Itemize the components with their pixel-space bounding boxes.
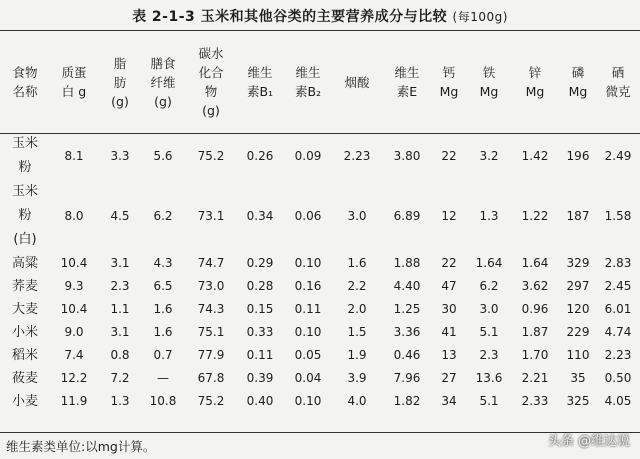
column-header-line: 化合 [198, 65, 224, 80]
value-cell: 2.83 [604, 256, 632, 270]
value-cell: 0.50 [604, 371, 632, 385]
value-cell: 6.2 [479, 279, 499, 293]
food-name-line: 大麦 [11, 302, 38, 317]
value-cell: 1.88 [393, 256, 421, 270]
value-cell: 34 [441, 394, 457, 408]
value-cell: 0.11 [246, 348, 274, 362]
column-header-line: 白 g [61, 84, 87, 99]
food-name-cell [2, 180, 48, 252]
value-cell: 2.3 [110, 279, 130, 293]
value-cell: 47 [441, 279, 457, 293]
value-cell: 4.5 [110, 208, 130, 223]
column-header [2, 32, 48, 132]
food-name-line: 高粱 [11, 256, 38, 271]
table-row [2, 298, 638, 321]
column-header-line: 肪 [113, 74, 127, 90]
column-header-line: Mg [479, 84, 499, 99]
column-header-line: 纤维 [150, 74, 176, 90]
value-cell: 2.33 [521, 394, 549, 408]
value-cell: 8.1 [64, 148, 84, 163]
nutrition-table [2, 32, 638, 413]
value-cell: 5.1 [479, 325, 499, 339]
value-cell: 0.16 [294, 279, 322, 293]
value-cell: 41 [441, 325, 457, 339]
value-cell: 3.3 [110, 148, 130, 163]
table-body [2, 132, 638, 413]
value-cell: 187 [566, 208, 590, 223]
value-cell: 2.0 [347, 302, 367, 316]
column-header-line: 素E [396, 84, 418, 99]
column-header-line: Mg [439, 84, 459, 99]
column-header [186, 32, 236, 132]
value-cell: 67.8 [197, 371, 225, 385]
column-header-line: 微克 [605, 84, 631, 99]
value-cell: 1.70 [521, 348, 549, 362]
value-cell: 1.3 [479, 208, 499, 223]
value-cell: 2.2 [347, 279, 367, 293]
food-name-line: 小米 [11, 325, 38, 340]
value-cell: 4.40 [393, 279, 421, 293]
value-cell: 0.8 [110, 348, 130, 362]
value-cell: 6.89 [393, 208, 421, 223]
value-cell: 11.9 [60, 394, 88, 408]
value-cell: 0.04 [294, 371, 322, 385]
top-rule [0, 30, 640, 31]
column-header-line: 维生 [394, 65, 420, 80]
value-cell: 0.46 [393, 348, 421, 362]
value-cell: 1.22 [521, 208, 549, 223]
value-cell: 325 [566, 394, 590, 408]
value-cell: 74.3 [197, 302, 225, 316]
table-row [2, 132, 638, 180]
table-row [2, 390, 638, 413]
value-cell: 1.87 [521, 325, 549, 339]
column-header-line: (g) [111, 93, 129, 109]
food-name-cell [2, 275, 48, 298]
value-cell: 7.2 [110, 371, 130, 385]
column-header [432, 32, 466, 132]
value-cell: 2.21 [521, 371, 549, 385]
value-cell: 1.58 [604, 208, 632, 223]
value-cell: 0.96 [521, 302, 549, 316]
column-header [598, 32, 638, 132]
column-header-line: 素B₁ [246, 84, 274, 99]
column-header-line: 锌 [528, 65, 542, 80]
value-cell: 0.26 [246, 148, 274, 163]
value-cell: 6.01 [604, 302, 632, 316]
value-cell: 0.10 [294, 256, 322, 270]
value-cell: 74.7 [197, 256, 225, 270]
value-cell: 75.2 [197, 394, 225, 408]
column-header [512, 32, 558, 132]
value-cell: — [157, 371, 169, 385]
value-cell: 7.96 [393, 371, 421, 385]
column-header-line: (g) [154, 93, 172, 109]
value-cell: 1.82 [393, 394, 421, 408]
column-header-line: (g) [202, 103, 220, 118]
value-cell: 13.6 [475, 371, 503, 385]
table-title [0, 6, 640, 26]
value-cell: 5.6 [153, 148, 173, 163]
value-cell: 9.3 [64, 279, 84, 293]
column-header-line: 质蛋 [61, 65, 87, 80]
value-cell: 110 [566, 348, 590, 362]
value-cell: 0.10 [294, 325, 322, 339]
value-cell: 3.80 [393, 148, 421, 163]
value-cell: 0.39 [246, 371, 274, 385]
value-cell: 0.09 [294, 148, 322, 163]
food-name-cell [2, 298, 48, 321]
column-header [48, 32, 100, 132]
food-name-line: (白) [13, 232, 37, 247]
value-cell: 75.1 [197, 325, 225, 339]
food-name-line: 玉米 [11, 184, 38, 199]
column-header [140, 32, 186, 132]
column-header-line: 物 [204, 84, 218, 99]
value-cell: 2.23 [604, 348, 632, 362]
column-header-line: Mg [525, 84, 545, 99]
value-cell: 10.4 [60, 256, 88, 270]
value-cell: 196 [566, 148, 590, 163]
column-header [558, 32, 598, 132]
value-cell: 0.33 [246, 325, 274, 339]
value-cell: 73.1 [197, 208, 225, 223]
value-cell: 0.7 [153, 348, 173, 362]
header-row [2, 32, 638, 132]
value-cell: 0.40 [246, 394, 274, 408]
value-cell: 2.3 [479, 348, 499, 362]
column-header [382, 32, 432, 132]
column-header-line: 硒 [611, 65, 625, 80]
value-cell: 6.2 [153, 208, 173, 223]
value-cell: 120 [566, 302, 590, 316]
value-cell: 30 [441, 302, 457, 316]
column-header-line: 名称 [12, 84, 38, 99]
value-cell: 1.64 [475, 256, 503, 270]
food-name-line: 稻米 [11, 348, 38, 363]
table-row [2, 180, 638, 252]
value-cell: 7.4 [64, 348, 84, 362]
value-cell: 10.4 [60, 302, 88, 316]
value-cell: 1.6 [347, 256, 367, 270]
value-cell: 3.9 [347, 371, 367, 385]
value-cell: 0.05 [294, 348, 322, 362]
column-header-line: 维生 [247, 65, 273, 80]
column-header-line: 食物 [12, 65, 38, 80]
column-header-line: 钙 [442, 65, 456, 80]
table-row [2, 344, 638, 367]
value-cell: 12.2 [60, 371, 88, 385]
value-cell: 3.36 [393, 325, 421, 339]
value-cell: 3.2 [479, 148, 499, 163]
column-header [100, 32, 140, 132]
food-name-line: 玉米 [11, 136, 38, 151]
food-name-cell [2, 367, 48, 390]
value-cell: 13 [441, 348, 457, 362]
food-name-cell [2, 321, 48, 344]
value-cell: 2.49 [604, 148, 632, 163]
value-cell: 229 [566, 325, 590, 339]
value-cell: 0.15 [246, 302, 274, 316]
value-cell: 1.9 [347, 348, 367, 362]
value-cell: 4.0 [347, 394, 367, 408]
value-cell: 297 [566, 279, 590, 293]
value-cell: 329 [566, 256, 590, 270]
column-header-line: 碳水 [198, 46, 224, 61]
table-row [2, 367, 638, 390]
value-cell: 0.34 [246, 208, 274, 223]
value-cell: 0.06 [294, 208, 322, 223]
value-cell: 35 [570, 371, 586, 385]
column-header-line: Mg [568, 84, 588, 99]
value-cell: 27 [441, 371, 457, 385]
food-name-line: 荞麦 [11, 279, 38, 294]
table-row [2, 321, 638, 344]
table-row [2, 275, 638, 298]
food-name-cell [2, 252, 48, 275]
table-title-text: 表 2-1-3 玉米和其他谷类的主要营养成分与比较 [132, 9, 448, 25]
column-header-line: 膳食 [150, 55, 176, 71]
value-cell: 5.1 [479, 394, 499, 408]
value-cell: 3.0 [479, 302, 499, 316]
value-cell: 10.8 [149, 394, 177, 408]
food-name-cell [2, 344, 48, 367]
value-cell: 3.1 [110, 325, 130, 339]
value-cell: 1.25 [393, 302, 421, 316]
value-cell: 12 [441, 208, 457, 223]
food-name-line: 粉 [18, 160, 32, 175]
value-cell: 0.29 [246, 256, 274, 270]
column-header-line: 铁 [482, 65, 496, 80]
value-cell: 3.62 [521, 279, 549, 293]
value-cell: 0.10 [294, 394, 322, 408]
footnote: 维生素类单位:以mg计算。 [6, 439, 156, 454]
value-cell: 4.3 [153, 256, 173, 270]
value-cell: 73.0 [197, 279, 225, 293]
food-name-line: 莜麦 [11, 371, 38, 386]
value-cell: 1.6 [153, 325, 173, 339]
column-header [466, 32, 512, 132]
food-name-cell [2, 390, 48, 413]
column-header-line: 维生 [295, 65, 321, 80]
value-cell: 77.9 [197, 348, 225, 362]
value-cell: 8.0 [64, 208, 84, 223]
value-cell: 75.2 [197, 148, 225, 163]
column-header-line: 脂 [113, 55, 127, 71]
food-name-line: 小麦 [11, 394, 38, 409]
bottom-rule [0, 432, 640, 433]
value-cell: 3.1 [110, 256, 130, 270]
value-cell: 1.64 [521, 256, 549, 270]
value-cell: 1.3 [110, 394, 130, 408]
value-cell: 1.1 [110, 302, 130, 316]
food-name-cell [2, 132, 48, 180]
value-cell: 22 [441, 148, 457, 163]
column-header [236, 32, 284, 132]
food-name-line: 粉 [18, 208, 32, 223]
value-cell: 0.28 [246, 279, 274, 293]
column-header-line: 磷 [571, 65, 585, 80]
watermark: 头条 @维达说 [547, 434, 630, 449]
value-cell: 1.5 [347, 325, 367, 339]
value-cell: 1.42 [521, 148, 549, 163]
value-cell: 3.0 [347, 208, 367, 223]
value-cell: 4.74 [604, 325, 632, 339]
value-cell: 22 [441, 256, 457, 270]
column-header [284, 32, 332, 132]
table-row [2, 252, 638, 275]
column-header-line: 素B₂ [294, 84, 322, 99]
value-cell: 2.23 [343, 148, 371, 163]
column-header-line: 烟酸 [344, 74, 370, 90]
value-cell: 2.45 [604, 279, 632, 293]
value-cell: 9.0 [64, 325, 84, 339]
value-cell: 6.5 [153, 279, 173, 293]
value-cell: 1.6 [153, 302, 173, 316]
value-cell: 4.05 [604, 394, 632, 408]
value-cell: 0.11 [294, 302, 322, 316]
column-header [332, 32, 382, 132]
table-title-unit: (每100g) [452, 10, 508, 24]
